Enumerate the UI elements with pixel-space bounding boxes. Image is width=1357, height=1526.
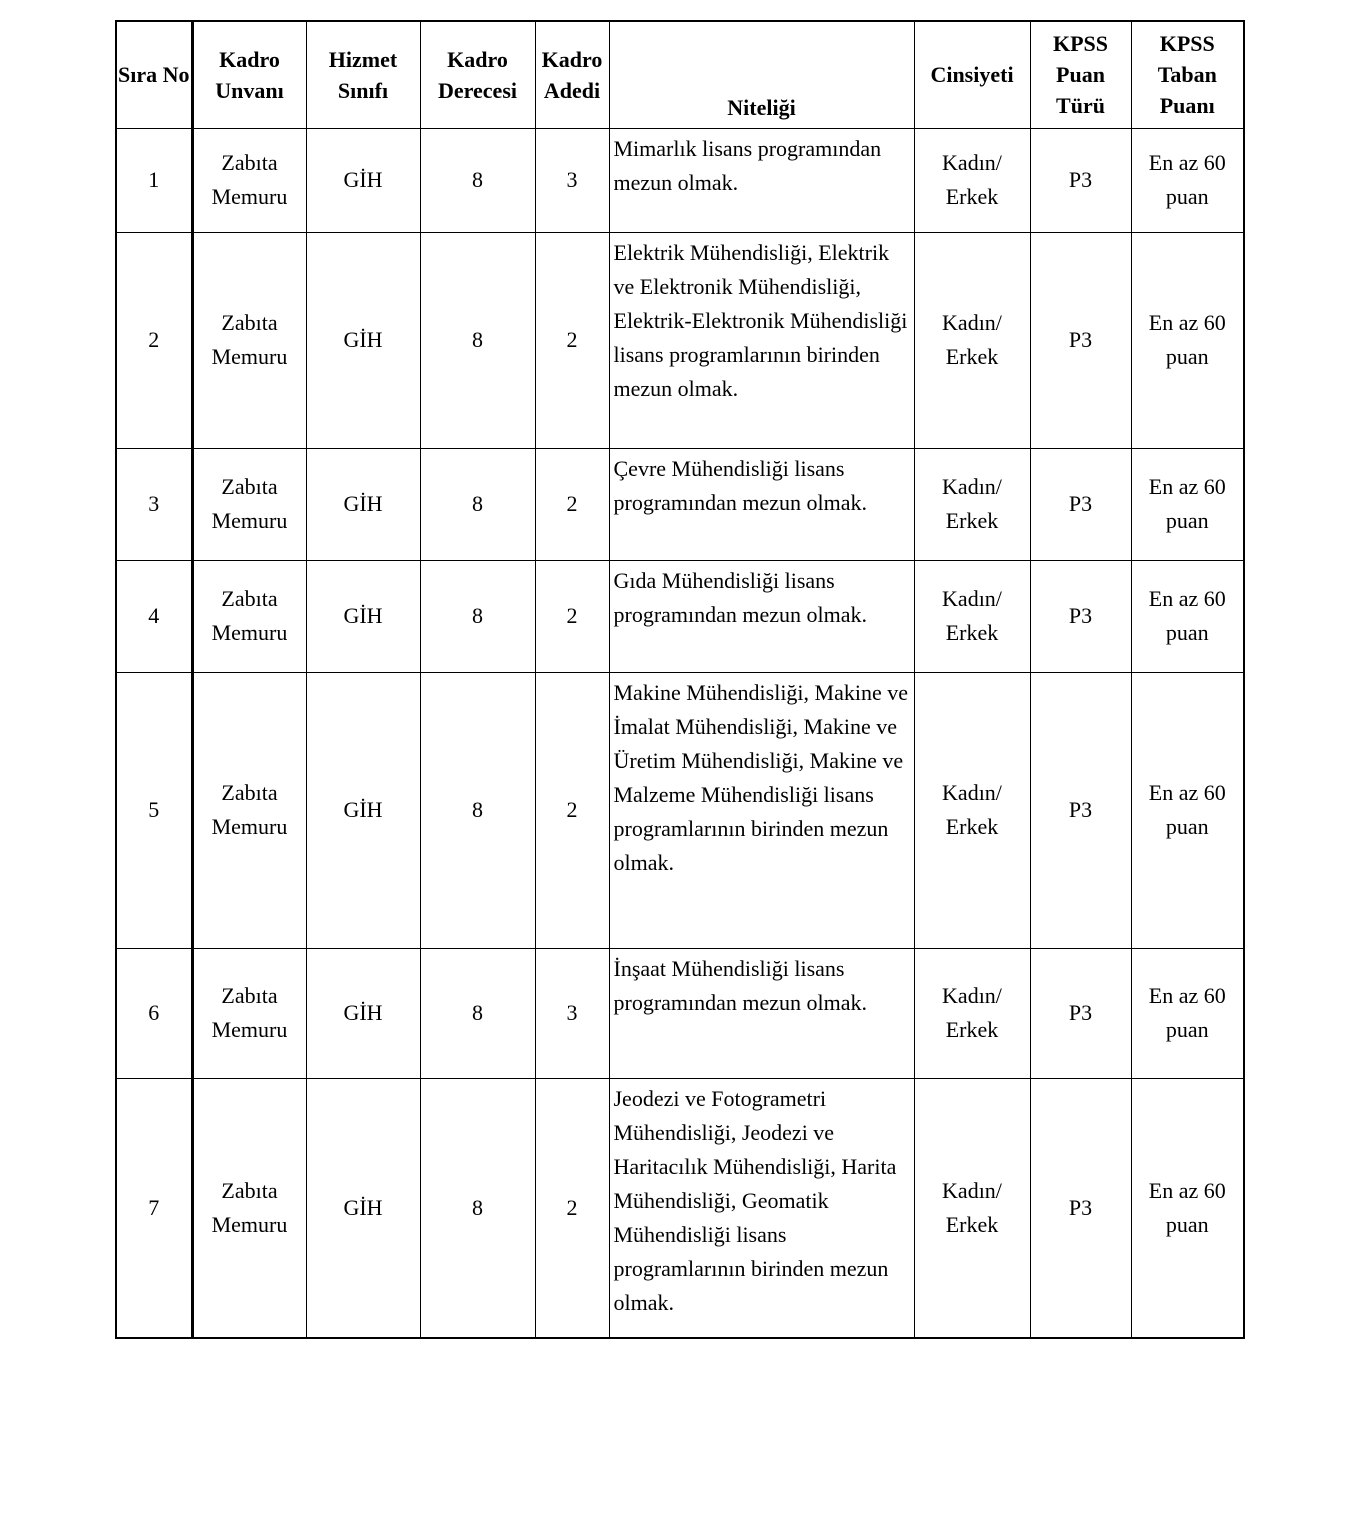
cell-kadro-unvani: Zabıta Memuru [192,1078,306,1338]
cell-kadro-unvani: Zabıta Memuru [192,232,306,448]
cell-hizmet-sinifi: GİH [306,128,420,232]
cell-kadro-adedi: 3 [535,128,609,232]
cell-kadro-derecesi: 8 [420,232,535,448]
cell-kpss-puan-turu: P3 [1030,128,1131,232]
cell-kadro-derecesi: 8 [420,128,535,232]
cell-kadro-adedi: 2 [535,448,609,560]
cell-cinsiyeti: Kadın/ Erkek [914,672,1030,948]
header-niteligi: Niteliği [609,21,914,128]
cell-niteligi: İnşaat Mühendisliği lisans programından mezun olmak. [609,948,914,1078]
cell-niteligi: Çevre Mühendisliği lisans programından mezun olmak. [609,448,914,560]
cell-sira-no: 5 [116,672,192,948]
cell-kadro-derecesi: 8 [420,1078,535,1338]
header-kpss-puan-turu: KPSS Puan Türü [1030,21,1131,128]
cell-hizmet-sinifi: GİH [306,1078,420,1338]
cell-cinsiyeti: Kadın/ Erkek [914,232,1030,448]
header-kpss-taban-puani: KPSS Taban Puanı [1131,21,1244,128]
cell-kpss-taban-puani: En az 60 puan [1131,128,1244,232]
cell-kadro-unvani: Zabıta Memuru [192,128,306,232]
job-positions-table [115,20,1245,1339]
cell-kadro-adedi: 2 [535,1078,609,1338]
cell-kadro-adedi: 2 [535,560,609,672]
cell-kadro-adedi: 2 [535,232,609,448]
header-kadro-adedi: Kadro Adedi [535,21,609,128]
cell-cinsiyeti: Kadın/ Erkek [914,448,1030,560]
cell-hizmet-sinifi: GİH [306,448,420,560]
cell-kpss-puan-turu: P3 [1030,948,1131,1078]
cell-hizmet-sinifi: GİH [306,672,420,948]
cell-cinsiyeti: Kadın/ Erkek [914,128,1030,232]
cell-niteligi: Mimarlık lisans programından mezun olmak. [609,128,914,232]
cell-kadro-derecesi: 8 [420,948,535,1078]
table-row [116,672,1244,948]
cell-sira-no: 7 [116,1078,192,1338]
cell-kpss-puan-turu: P3 [1030,232,1131,448]
cell-kadro-unvani: Zabıta Memuru [192,560,306,672]
table-row [116,1078,1244,1338]
cell-kpss-puan-turu: P3 [1030,560,1131,672]
cell-cinsiyeti: Kadın/ Erkek [914,560,1030,672]
table-row [116,232,1244,448]
cell-kadro-derecesi: 8 [420,672,535,948]
cell-kpss-taban-puani: En az 60 puan [1131,672,1244,948]
cell-kpss-taban-puani: En az 60 puan [1131,1078,1244,1338]
cell-kpss-puan-turu: P3 [1030,672,1131,948]
cell-kadro-unvani: Zabıta Memuru [192,948,306,1078]
cell-kadro-adedi: 3 [535,948,609,1078]
cell-kadro-derecesi: 8 [420,560,535,672]
cell-niteligi: Gıda Mühendisliği lisans programından mezun olmak. [609,560,914,672]
header-kadro-derecesi: Kadro Derecesi [420,21,535,128]
cell-hizmet-sinifi: GİH [306,232,420,448]
cell-sira-no: 3 [116,448,192,560]
cell-kadro-unvani: Zabıta Memuru [192,672,306,948]
cell-cinsiyeti: Kadın/ Erkek [914,948,1030,1078]
cell-kpss-puan-turu: P3 [1030,1078,1131,1338]
header-sira-no: Sıra No [116,21,192,128]
cell-kadro-derecesi: 8 [420,448,535,560]
cell-sira-no: 4 [116,560,192,672]
cell-sira-no: 1 [116,128,192,232]
header-row [116,21,1244,128]
cell-niteligi: Elektrik Mühendisliği, Elektrik ve Elektronik Mühendisliği, Elektrik-Elektronik Mühendisliği lisans programlarının birinden mezun olmak. [609,232,914,448]
header-cinsiyeti: Cinsiyeti [914,21,1030,128]
cell-hizmet-sinifi: GİH [306,560,420,672]
header-kadro-unvani: Kadro Unvanı [192,21,306,128]
cell-kpss-taban-puani: En az 60 puan [1131,948,1244,1078]
cell-kadro-adedi: 2 [535,672,609,948]
table-row [116,448,1244,560]
cell-kadro-unvani: Zabıta Memuru [192,448,306,560]
cell-kpss-puan-turu: P3 [1030,448,1131,560]
cell-kpss-taban-puani: En az 60 puan [1131,560,1244,672]
cell-kpss-taban-puani: En az 60 puan [1131,448,1244,560]
cell-cinsiyeti: Kadın/ Erkek [914,1078,1030,1338]
header-hizmet-sinifi: Hizmet Sınıfı [306,21,420,128]
cell-niteligi: Makine Mühendisliği, Makine ve İmalat Mühendisliği, Makine ve Üretim Mühendisliği, Makine ve Malzeme Mühendisliği lisans programlarının birinden mezun olmak. [609,672,914,948]
cell-niteligi: Jeodezi ve Fotogrametri Mühendisliği, Jeodezi ve Haritacılık Mühendisliği, Harita Mühendisliği, Geomatik Mühendisliği lisans programlarının birinden mezun olmak. [609,1078,914,1338]
table-row [116,560,1244,672]
cell-kpss-taban-puani: En az 60 puan [1131,232,1244,448]
cell-sira-no: 2 [116,232,192,448]
cell-hizmet-sinifi: GİH [306,948,420,1078]
table-row [116,128,1244,232]
cell-sira-no: 6 [116,948,192,1078]
table-row [116,948,1244,1078]
